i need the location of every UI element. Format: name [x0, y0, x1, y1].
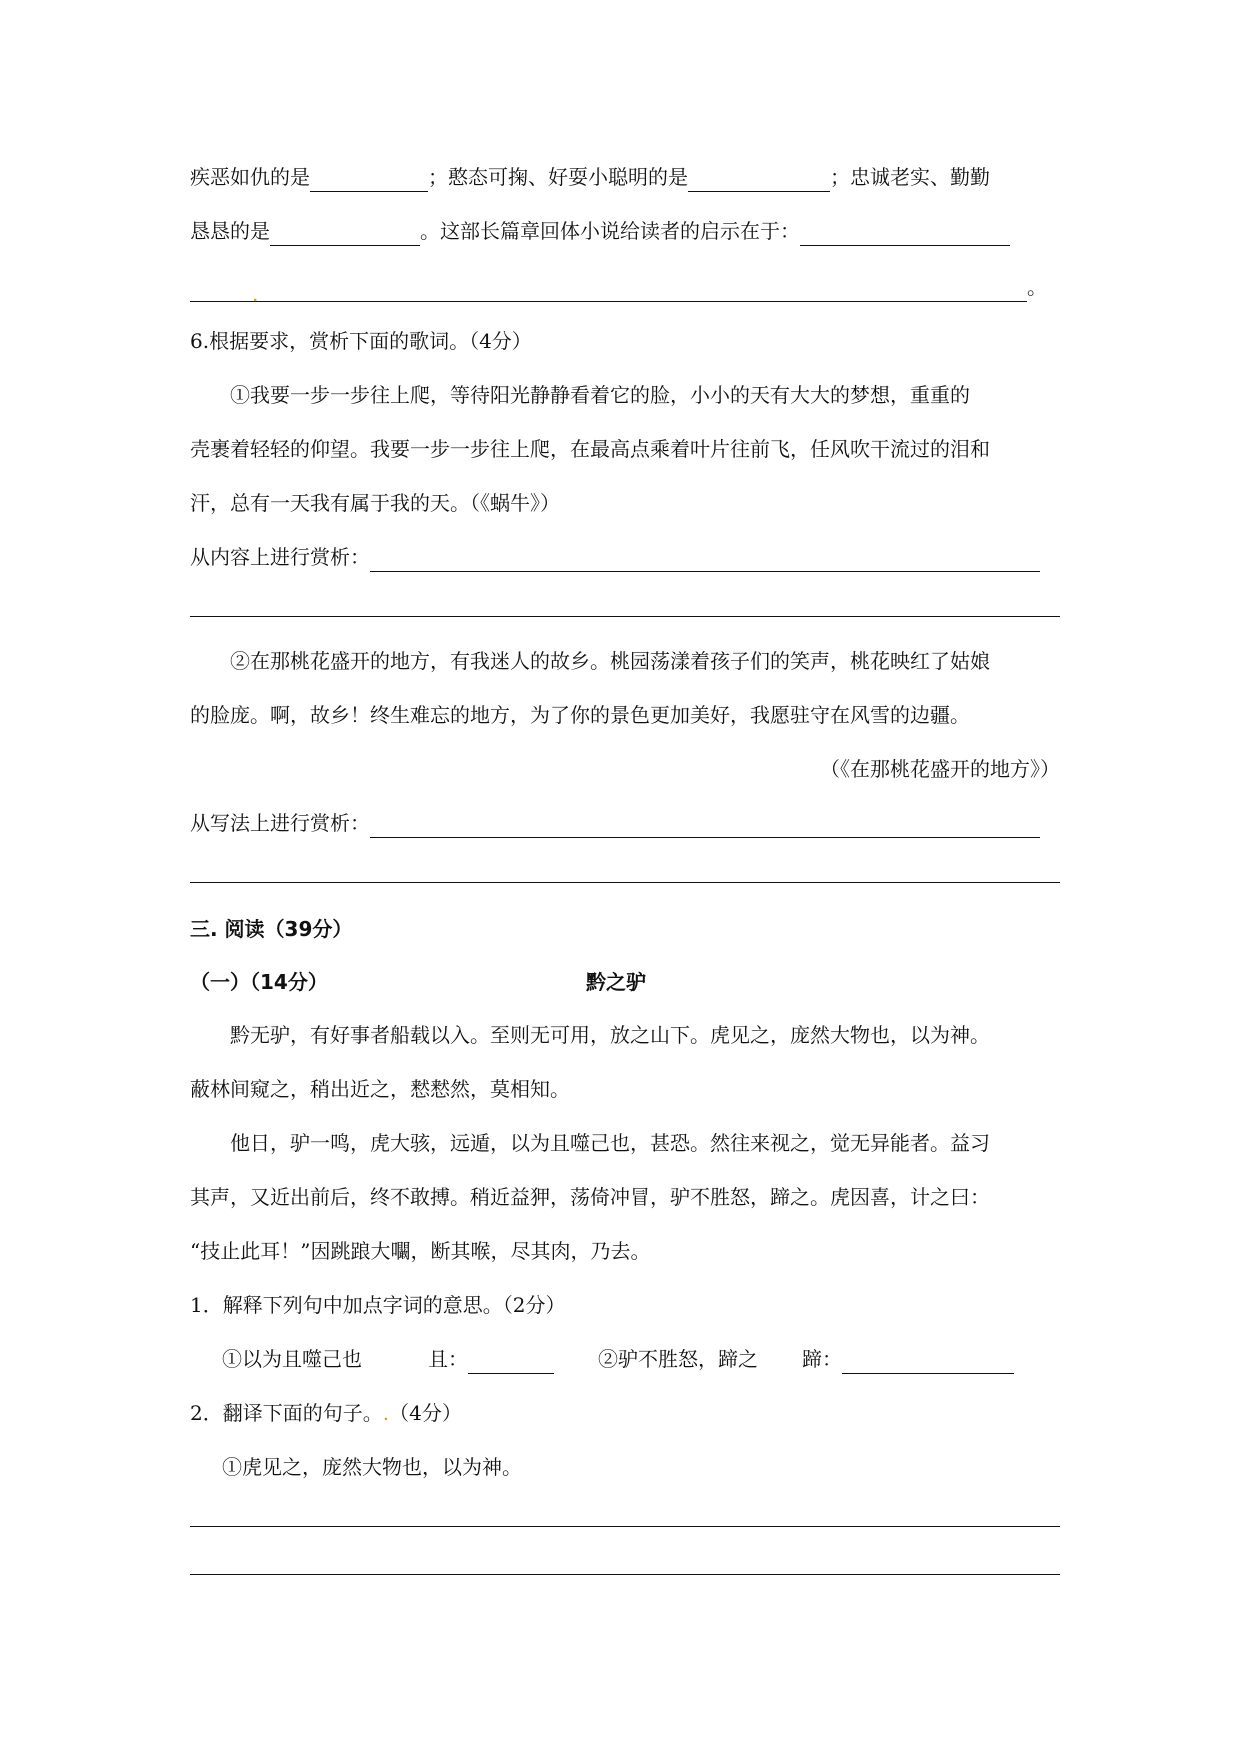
text-line — [190, 808, 1060, 838]
text-line — [190, 216, 1060, 246]
answer-blank[interactable] — [310, 169, 428, 192]
text-line — [190, 272, 1060, 306]
word-label: 蹄： — [802, 1347, 842, 1371]
translate-sentence: ①虎见之，庞然大物也，以为神。 — [222, 1455, 522, 1479]
article-title: 黔之驴 — [586, 970, 646, 994]
analysis-label: 从内容上进行赏析： — [190, 545, 370, 569]
lyric-text: 壳裹着轻轻的仰望。我要一步一步往上爬，在最高点乘着叶片往前飞，任风吹干流过的泪和 — [190, 437, 990, 461]
lyric-text: 的脸庞。啊，故乡！终生难忘的地方，为了你的景色更加美好，我愿驻守在风雪的边疆。 — [190, 703, 970, 727]
passage-text: 蔽林间窥之，稍出近之，慭慭然，莫相知。 — [190, 1077, 570, 1101]
answer-blank[interactable] — [842, 1351, 1014, 1374]
passage-text: “技止此耳！”因跳踉大㘚，断其喉，尽其肉，乃去。 — [190, 1239, 651, 1263]
lyric-text: ①我要一步一步往上爬，等待阳光静静看着它的脸，小小的天有大大的梦想，重重的 — [230, 383, 970, 407]
text-line — [190, 162, 1060, 192]
analysis-label: 从写法上进行赏析： — [190, 811, 370, 835]
question-6-title: 6.根据要求，赏析下面的歌词。（4分） — [190, 329, 532, 353]
answer-line[interactable] — [190, 1574, 1060, 1575]
section-heading: 三. 阅读（39分） — [190, 917, 353, 941]
prompt-text: 。 — [1027, 275, 1047, 299]
answer-line[interactable] — [190, 1526, 1060, 1527]
answer-line[interactable] — [190, 616, 1060, 617]
answer-blank[interactable] — [370, 549, 1040, 572]
prompt-text: 。这部长篇章回体小说给读者的启示在于： — [420, 219, 800, 243]
passage-text: 黔无驴，有好事者船载以入。至则无可用，放之山下。虎见之，庞然大物也，以为神。 — [230, 1023, 990, 1047]
passage-text: 他日，驴一鸣，虎大骇，远遁，以为且噬己也，甚恐。然往来视之，觉无异能者。益习 — [230, 1131, 990, 1155]
passage-text: 其声，又近出前后，终不敢搏。稍近益狎，荡倚冲冒，驴不胜怒，蹄之。虎因喜，计之曰： — [190, 1185, 990, 1209]
question-sentence: ①以为且噬己也 — [222, 1347, 362, 1371]
prompt-text: 疾恶如仇的是 — [190, 165, 310, 189]
question-2-title: 2．翻译下面的句子。 — [190, 1401, 383, 1425]
question-sentence: ②驴不胜怒，蹄之 — [598, 1347, 758, 1371]
answer-line[interactable] — [190, 882, 1060, 883]
question-2-score: （4分） — [389, 1401, 462, 1425]
answer-blank[interactable] — [270, 223, 420, 246]
answer-blank[interactable] — [688, 169, 830, 192]
lyric-text: 汗，总有一天我有属于我的天。（《蜗牛》） — [190, 491, 560, 515]
prompt-text: ；憨态可掬、好耍小聪明的是 — [428, 165, 688, 189]
stray-dot: . — [252, 282, 259, 306]
text-line — [222, 1344, 1060, 1374]
word-label: 且： — [428, 1347, 468, 1371]
prompt-text: 恳恳的是 — [190, 219, 270, 243]
stray-dot: . — [382, 1401, 390, 1425]
answer-blank[interactable] — [468, 1351, 554, 1374]
prompt-text: ；忠诚老实、勤勤 — [830, 165, 990, 189]
text-line — [190, 542, 1060, 572]
part-heading: （一）（14分） — [190, 970, 328, 994]
lyric-source: （《在那桃花盛开的地方》） — [820, 757, 1060, 781]
answer-blank[interactable] — [190, 279, 1027, 306]
answer-blank[interactable] — [800, 223, 1010, 246]
lyric-text: ②在那桃花盛开的地方，有我迷人的故乡。桃园荡漾着孩子们的笑声，桃花映红了姑娘 — [230, 649, 990, 673]
answer-blank[interactable] — [370, 815, 1040, 838]
text-line — [190, 1398, 1060, 1428]
question-1-title: 1．解释下列句中加点字词的意思。（2分） — [190, 1293, 566, 1317]
